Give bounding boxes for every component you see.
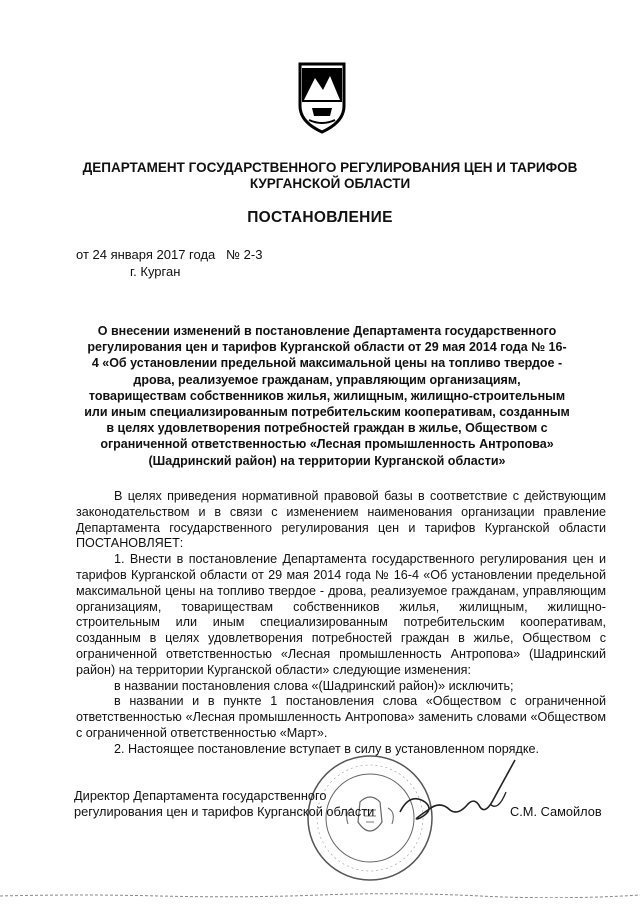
signatory-position [74,788,374,820]
signatory-position-line-1: Директор Департамента государственного [74,788,327,803]
document-body [76,489,606,758]
department-name: ДЕПАРТАМЕНТ ГОСУДАРСТВЕННОГО РЕГУЛИРОВАНИЯ ЦЕН И ТАРИФОВ КУРГАНСКОЙ ОБЛАСТИ [82,160,578,191]
scan-edge-noise [0,892,640,898]
city: г. Курган [130,264,181,279]
item-2-paragraph: 2. Настоящее постановление вступает в силу в установленном порядке. [114,741,539,756]
item-1a-paragraph: в названии постановления слова «(Шадринский район)» исключить; [114,678,514,693]
coat-of-arms-emblem [297,62,347,134]
document-type-title: ПОСТАНОВЛЕНИЕ [247,209,393,226]
date-and-number: от 24 января 2017 года № 2-3 [76,247,263,262]
signatory-name: С.М. Самойлов [510,804,602,819]
preamble-paragraph: В целях приведения нормативной правовой базы в соответствие с действующим законодательством и в связи с изменением наименования организации правление Департамента государственного регулирования цен и тарифов Курганской области ПОСТАНОВЛЯЕТ: [76,489,606,551]
item-1b-paragraph: в названии и в пункте 1 постановления слова «Обществом с ограниченной ответственностью «Лесная промышленность Антропова» заменить словами «Обществом с ограниченной ответственностью «Март». [76,694,606,740]
signatory-position-line-2: регулирования цен и тарифов Курганской области [74,804,375,819]
handwritten-signature [380,752,530,842]
item-1-paragraph: 1. Внести в постановление Департамента государственного регулирования цен и тарифов Курганской области от 29 мая 2014 года № 16-4 «Об установлении предельной максимальной цены на топливо твердое - дрова, реализуемое гражданам, управляющим организациям, товариществам собственников жилья, жилищным, жилищно-строительным или иным специализированным потребительским кооперативам, созданным в целях удовлетворения потребностей граждан в жилье, Обществом с ограниченной ответственностью «Лесная промышленность Антропова» (Шадринский район) на территории Курганской области» следующие изменения: [76,552,606,677]
document-subject: О внесении изменений в постановление Департамента государственного регулирования цен и тарифов Курганской области от 29 мая 2014 года № 16-4 «Об установлении предельной максимальной цены на топливо твердое - дрова, реализуемое гражданам, управляющим организациям, товариществам собственников жилья, жилищным, жилищно-строительным или иным специализированным потребительским кооперативам, созданным в целях удовлетворения потребностей граждан в жилье, Обществом с ограниченной ответственностью «Лесная промышленность Антропова» (Шадринский район) на территории Курганской области» [84,324,570,468]
